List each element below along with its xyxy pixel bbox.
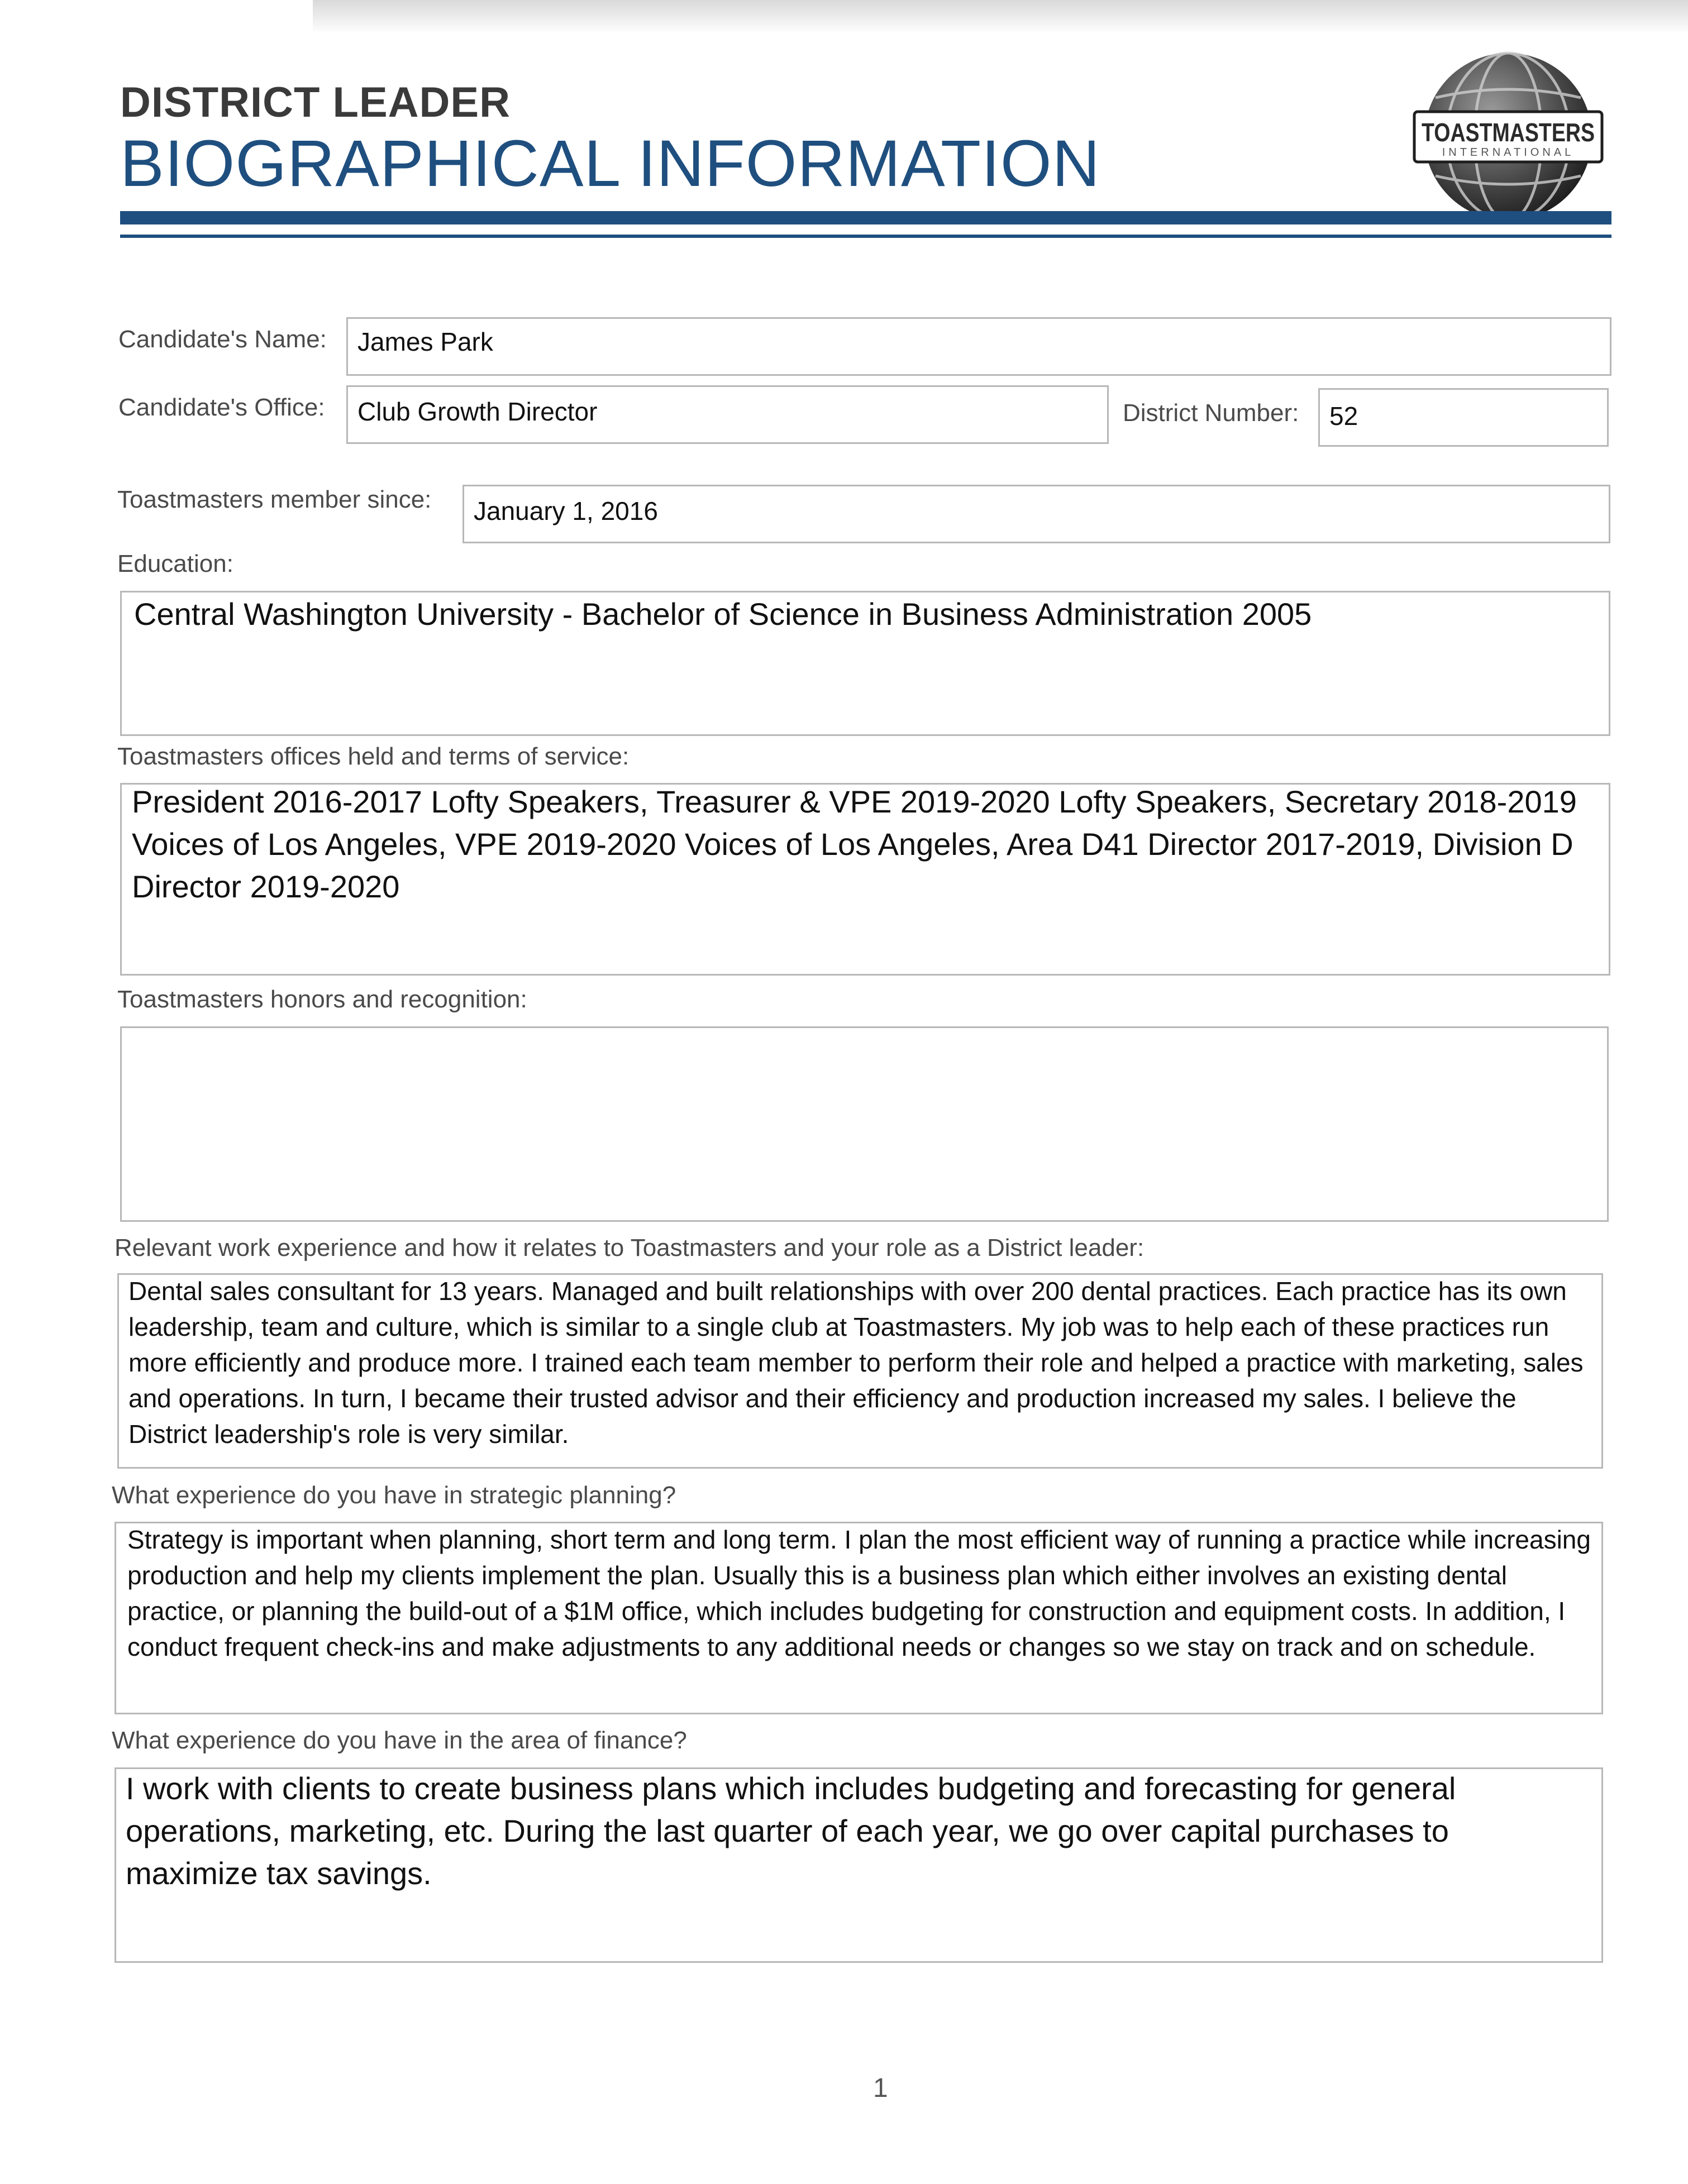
toastmasters-logo [1413,47,1603,226]
document-title-line1: DISTRICT LEADER [120,79,511,126]
member-since-label: Toastmasters member since: [117,486,432,513]
candidate-name-value: James Park [357,327,493,356]
candidate-office-value: Club Growth Director [357,397,598,426]
education-value: Central Washington University - Bachelor of Science in Business Administration 2005 [134,596,1312,632]
honors-label: Toastmasters honors and recognition: [117,986,527,1013]
offices-label: Toastmasters offices held and terms of service: [117,743,630,770]
strategic-planning-label: What experience do you have in strategic planning? [112,1482,676,1509]
education-label: Education: [117,550,233,577]
honors-field[interactable] [120,1026,1609,1222]
finance-value: I work with clients to create business plans which includes budgeting and forecasting for general operations, marketing, etc. During the last quarter of each year, we go over capital purchases to maximize tax savings. [126,1771,1456,1891]
page-number: 1 [873,2073,888,2103]
district-number-field[interactable] [1318,388,1609,447]
candidate-name-label: Candidate's Name: [118,326,327,353]
candidate-office-label: Candidate's Office: [118,394,325,421]
scan-shadow [313,0,1688,34]
district-number-value: 52 [1329,402,1358,431]
work-experience-value: Dental sales consultant for 13 years. Managed and built relationships with over 200 dental practices. Each practice has its own leadership, team and culture, which is similar to a single club at Toastmasters. My job was to help each of these practices run more efficiently and produce more. I trained each team member to perform their role and helped a practice with marketing, sales and operations. In turn, I became their trusted advisor and their efficiency and production increased my sales. I believe the District leadership's role is very similar. [128,1277,1584,1449]
logo-sub-text: INTERNATIONAL [1442,146,1575,159]
header-rule-thin [120,235,1611,238]
finance-label: What experience do you have in the area of finance? [112,1727,687,1754]
strategic-planning-value: Strategy is important when planning, short term and long term. I plan the most efficient way of running a practice while increasing production and help my clients implement the plan. Usually this is a business plan which either involves an existing dental practice, or planning the build-out of a $1M office, which includes budgeting for construction and equipment costs. In addition, I conduct frequent check-ins and make adjustments to any additional needs or changes so we stay on track and on schedule. [127,1525,1591,1661]
member-since-value: January 1, 2016 [474,496,658,525]
work-experience-label: Relevant work experience and how it relates to Toastmasters and your role as a District leader: [115,1234,1145,1261]
offices-value: President 2016-2017 Lofty Speakers, Treasurer & VPE 2019-2020 Lofty Speakers, Secretary 2018-2019 Voices of Los Angeles, VPE 2019-2020 Voices of Los Angeles, Area D41 Director 2017-2019, Division D Director 2019-2020 [132,784,1577,904]
district-number-label: District Number: [1123,399,1299,427]
document-title-line2: BIOGRAPHICAL INFORMATION [120,127,1100,200]
logo-main-text: TOASTMASTERS [1422,118,1595,147]
header-rule-thick [120,211,1611,224]
candidate-name-field[interactable] [346,317,1611,376]
